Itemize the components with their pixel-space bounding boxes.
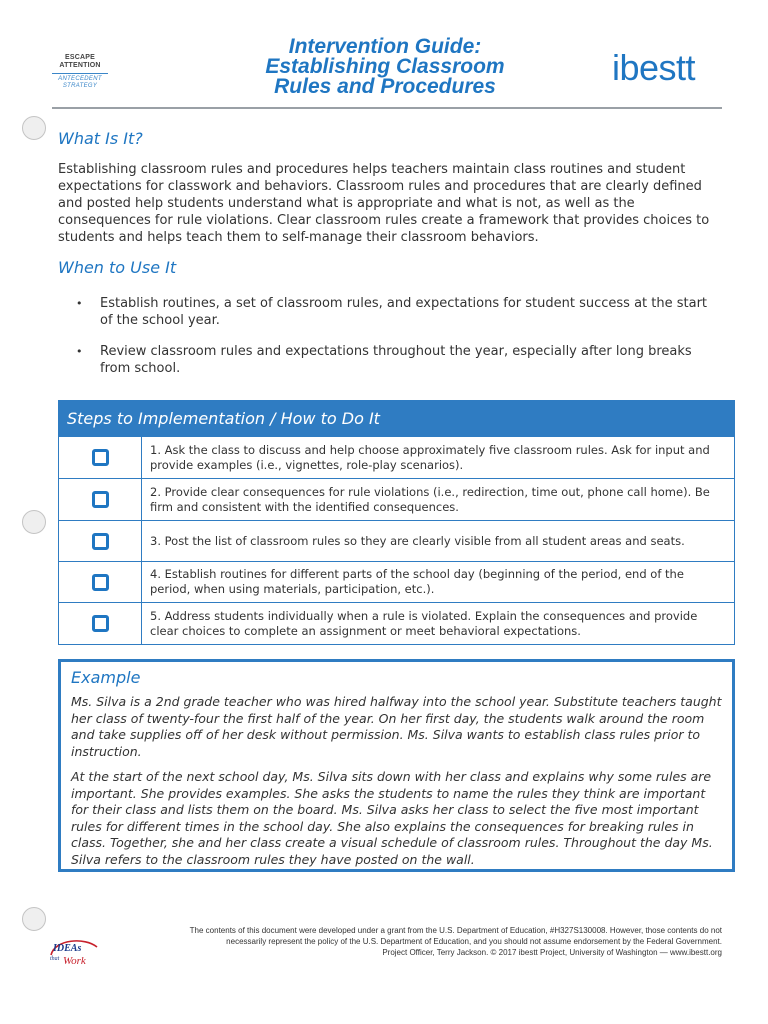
bullet-text: Establish routines, a set of classroom rules, and expectations for student success at the start of the school year. (100, 296, 708, 328)
what-is-it-heading: What Is It? (58, 129, 143, 148)
checkbox-icon[interactable] (92, 574, 109, 591)
step-text: 2. Provide clear consequences for rule violations (i.e., redirection, time out, phone call home). Be firm and consistent with the identified consequences. (150, 484, 710, 514)
title-line-3: Rules and Procedures (274, 75, 496, 98)
function-tag (52, 54, 108, 90)
title-line-1: Intervention Guide: (288, 35, 482, 58)
checkbox-icon[interactable] (92, 491, 109, 508)
punch-hole-icon (22, 510, 46, 534)
punch-hole-icon (22, 907, 46, 931)
function-tag-divider (52, 73, 108, 74)
steps-table (58, 400, 735, 645)
table-row (59, 602, 734, 644)
ibestt-logo: ibestt (612, 47, 696, 88)
ideas-that-work-logo-icon (45, 935, 101, 969)
steps-heading: Steps to Implementation / How to Do It (59, 401, 734, 436)
strategy-strategy: STRATEGY (62, 83, 98, 89)
checkbox-icon[interactable] (92, 533, 109, 550)
step-text: 5. Address students individually when a rule is violated. Explain the consequences and provide clear choices to complete an assignment or meet behavioral expectations. (150, 608, 698, 638)
footer-line-2: necessarily represent the policy of the U.S. Department of Education, and you should not assume endorsement by the Federal Government. (226, 937, 722, 946)
checkbox-icon[interactable] (92, 615, 109, 632)
step-checkbox-cell (59, 603, 142, 644)
when-to-use-heading: When to Use It (58, 258, 177, 277)
step-text: 1. Ask the class to discuss and help choose approximately five classroom rules. Ask for input and provide examples (i.e., vignettes, role-play scenarios). (150, 442, 710, 472)
example-paragraph-1: Ms. Silva is a 2nd grade teacher who was hired halfway into the school year. Substitute teachers taught her class of twenty-four the first half of the year. On her first day, the students walk around the room and take supplies off of her desk without permission. Ms. Silva wants to establish class rules prior to instruction. (71, 694, 722, 759)
footer-line-1: The contents of this document were developed under a grant from the U.S. Department of Education, #H327S130008. However, those contents do not (189, 926, 722, 935)
step-text: 3. Post the list of classroom rules so they are clearly visible from all student areas and seats. (150, 533, 685, 548)
function-attention: ATTENTION (59, 62, 101, 69)
table-row (59, 520, 734, 561)
example-box (58, 659, 735, 872)
checkbox-icon[interactable] (92, 449, 109, 466)
step-checkbox-cell (59, 521, 142, 561)
step-text: 4. Establish routines for different parts of the school day (beginning of the period, end of the period, when using materials, participation, etc.). (150, 567, 684, 596)
example-heading: Example (71, 668, 141, 687)
table-row (59, 436, 734, 478)
logo-that: that (50, 956, 60, 962)
list-item (76, 295, 716, 329)
table-row (59, 478, 734, 520)
title-line-2: Establishing Classroom (265, 55, 505, 78)
list-item (76, 343, 716, 377)
function-escape: ESCAPE (65, 54, 95, 61)
bullet-text: Review classroom rules and expectations throughout the year, especially after long breaks from school. (100, 344, 692, 376)
what-is-it-body: Establishing classroom rules and procedures helps teachers maintain class routines and student expectations for classwork and behaviors. Classroom rules and procedures that are clearly defined and posted help students understand what is appropriate and what is not, as well as the consequences for rule violations. Clear classroom rules create a framework that provides choices to students and helps teach them to self-manage their classroom behaviors. (58, 162, 710, 245)
bullet-icon: • (76, 345, 83, 358)
logo-work: Work (63, 955, 86, 967)
logo-ideas: IDEAs (53, 943, 82, 954)
table-row (59, 561, 734, 602)
example-paragraph-2: At the start of the next school day, Ms. Silva sits down with her class and explains why some rules are important. She provides examples. She asks the students to name the rules they think are important for their class and lists them on the board. Ms. Silva asks her class to select the five most important rules for different times in the school day. She also explains the consequences for breaking rules in class. Together, she and her class create a visual schedule of classroom rules. Throughout the day Ms. Silva refers to the classroom rules they have posted on the wall. (71, 769, 713, 867)
bullet-icon: • (76, 297, 83, 310)
step-checkbox-cell (59, 437, 142, 478)
punch-hole-icon (22, 116, 46, 140)
step-checkbox-cell (59, 479, 142, 520)
strategy-antecedent: ANTECEDENT (58, 76, 102, 82)
step-checkbox-cell (59, 562, 142, 602)
footer-line-3: Project Officer, Terry Jackson. © 2017 ibestt Project, University of Washington — www.ibestt.org (382, 948, 722, 957)
header-divider (52, 107, 722, 109)
page-title (210, 37, 560, 97)
footer-disclaimer (110, 925, 722, 958)
